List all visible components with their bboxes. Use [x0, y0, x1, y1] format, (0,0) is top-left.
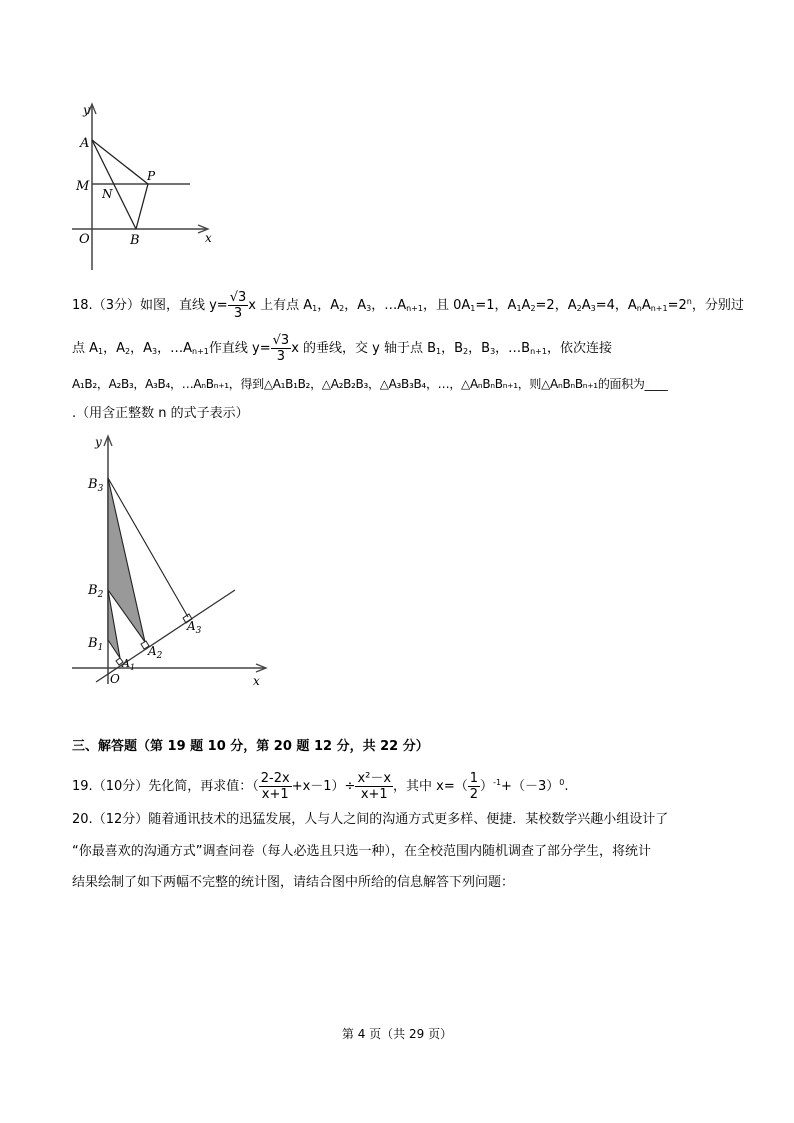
- q18-l3-text: A₁B₂，A₂B₃，A₃B₄，…AₙBₙ₊₁，得到△A₁B₁B₂，△A₂B₂B₃，△A₃B₃B₄，…，△AₙBₙBₙ₊₁，则△AₙBₙBₙ₊₁的面积为: [72, 377, 645, 391]
- fig17-label-o: O: [79, 232, 90, 247]
- q18-l2-n1: n+1: [192, 347, 209, 356]
- q18-l1-t4: ，A: [344, 298, 367, 313]
- q18-l1-fraction: [228, 291, 249, 320]
- q20-number: 20.: [72, 812, 93, 827]
- q18-l1-t5: ，…A: [371, 298, 407, 313]
- q20-line-1: [72, 810, 668, 830]
- q19-t2: +x－1）÷: [291, 779, 356, 794]
- q19-t4: ）: [480, 779, 494, 794]
- fig17-segment-ap: [92, 140, 148, 184]
- q19-f1-num: 2-2x: [260, 771, 290, 786]
- q18-l1-t12: A: [641, 298, 651, 313]
- q18-score: （3分）: [92, 298, 140, 313]
- q19-fraction-3: [468, 772, 480, 801]
- q20-l1: 随着通讯技术的迅猛发展，人与人之间的沟通方式更多样、便捷．某校数学兴趣小组设计了: [148, 812, 669, 827]
- q18-l1-t3: ，A: [317, 298, 340, 313]
- q18-l1-t9: =2，A: [535, 298, 577, 313]
- fig17-label-m: M: [76, 179, 90, 194]
- fig18-label-x: x: [253, 674, 260, 688]
- q18-l2-t4: ，…A: [157, 341, 193, 356]
- page-footer: [0, 1025, 794, 1042]
- fig17-segment-pb: [136, 184, 148, 229]
- q18-number: 18.: [72, 298, 93, 313]
- fig18-label-b1: $B_1$: [88, 636, 104, 653]
- fig17-label-p: P: [147, 169, 156, 183]
- q19-score: （10分）: [92, 779, 149, 794]
- q18-line-3: [72, 374, 667, 394]
- q19-exp2: 0: [559, 778, 565, 787]
- q18-l1-n1: n+1: [406, 304, 423, 313]
- q18-l2-t8: ，B: [468, 341, 491, 356]
- q18-l1-t11: =4，A: [595, 298, 637, 313]
- q19-number: 19.: [72, 779, 93, 794]
- q18-l2-t6: x 的垂线，交 y 轴于点 B: [291, 341, 437, 356]
- fig18-label-a2: $A_2$: [148, 644, 163, 661]
- fig18-label-a1: $A_1$: [122, 657, 136, 672]
- figure-17: [70, 98, 230, 273]
- fig18-label-y: y: [95, 435, 102, 449]
- q18-l2-frac-num: √3: [272, 333, 290, 348]
- q19-f2-num: x²－x: [357, 771, 392, 786]
- q19-fraction-2: [355, 772, 393, 801]
- q18-line-4: [72, 404, 249, 424]
- fig18-label-b3: $B_3$: [88, 477, 104, 494]
- q18-l2-t9: ，…B: [495, 341, 531, 356]
- q19-f3-num: 1: [469, 771, 479, 786]
- section-3-heading: [72, 737, 429, 757]
- q18-l4-text: .（用含正整数 n 的式子表示）: [72, 406, 249, 421]
- fig18-label-o: O: [110, 672, 120, 686]
- q18-l2-frac-den: 3: [276, 349, 286, 364]
- q19-f3-den: 2: [469, 787, 479, 802]
- q18-line-2: 点 $A_1$，$A_2$，$A_3$，$\dots A_{n+1}$作直线 y= $\frac{√3}{3}$ x 的垂线，交 y 轴于点 $B_1$，$B_2$，$B_3$，$\dots B_{n+1}$，依次连接: [72, 333, 612, 364]
- q18-l1-t13: =2: [667, 298, 687, 313]
- q18-l2-fraction: [271, 334, 292, 363]
- q20-l3: 结果绘制了如下两幅不完整的统计图，请结合图中所给的信息解答下列问题：: [72, 875, 515, 890]
- q19-t1: 先化简，再求值：（: [148, 779, 259, 794]
- q20-line-2: [72, 842, 651, 862]
- figure-18: [70, 432, 270, 692]
- q18-l1-t6: ，且 0A: [422, 298, 471, 313]
- q18-l1-frac-num: √3: [229, 290, 247, 305]
- q18-l1-t10: A: [581, 298, 591, 313]
- fig17-label-x: x: [205, 231, 212, 245]
- fig18-triangle-a2b2b3: [108, 478, 145, 642]
- q18-l1-nm: n: [636, 304, 642, 313]
- q18-answer-blank[interactable]: ____: [644, 377, 668, 391]
- q19-exp1: -1: [493, 778, 502, 787]
- q18-l1-t1: 如图，直线 y=: [139, 298, 228, 313]
- q18-l2-t1: 点 A: [72, 341, 99, 356]
- q18-l1-frac-den: 3: [233, 306, 243, 321]
- fig17-label-b: B: [130, 233, 140, 248]
- q19-f1-den: x+1: [261, 787, 289, 802]
- q18-l1-t8: A: [521, 298, 531, 313]
- q18-l2-t5: 作直线 y=: [208, 341, 271, 356]
- q19-t6: .: [564, 779, 569, 794]
- q18-line-1: 18.（3分）如图，直线 y= $\frac{√3}{3}$ x 上有点 $A_1$，$A_2$，$A_3$，$\dots A_{n+1}$，且 $0A_1=1$，$A_1A_2=2$，$A_2A_3=4$，$A_nA_{n+1}=2^n$，分别过: [72, 290, 744, 321]
- q18-l2-t7: ，B: [441, 341, 464, 356]
- q20-line-3: [72, 873, 514, 893]
- q19-t5: +（－3）: [501, 779, 560, 794]
- q18-l1-t7: =1，A: [475, 298, 517, 313]
- q20-score: （12分）: [92, 812, 149, 827]
- q19-line: [72, 772, 568, 801]
- q18-l2-t10: ，依次连接: [546, 341, 612, 356]
- q18-l2-t2: ，A: [103, 341, 126, 356]
- q18-l1-t14: ，分别过: [691, 298, 744, 313]
- q18-l1-t2: x 上有点 A: [248, 298, 313, 313]
- page-number: 第 4 页（共 29 页）: [341, 1027, 453, 1041]
- section-3-heading-text: 三、解答题（第 19 题 10 分，第 20 题 12 分，共 22 分）: [72, 739, 429, 754]
- fig17-label-n: N: [102, 187, 113, 201]
- q20-l2: “你最喜欢的沟通方式”调查问卷（每人必选且只选一种），在全校范围内随机调查了部分学生，将统计: [72, 844, 651, 859]
- fig18-label-a3: $A_3$: [187, 619, 202, 636]
- q19-t3: ，其中 x=（: [393, 779, 468, 794]
- q19-fraction-1: [259, 772, 292, 801]
- fig17-label-y: y: [83, 103, 90, 117]
- q18-l2-t3: ，A: [130, 341, 153, 356]
- fig18-label-b2: $B_2$: [88, 583, 104, 600]
- q19-f2-den: x+1: [360, 787, 388, 802]
- fig17-label-a: A: [80, 136, 90, 151]
